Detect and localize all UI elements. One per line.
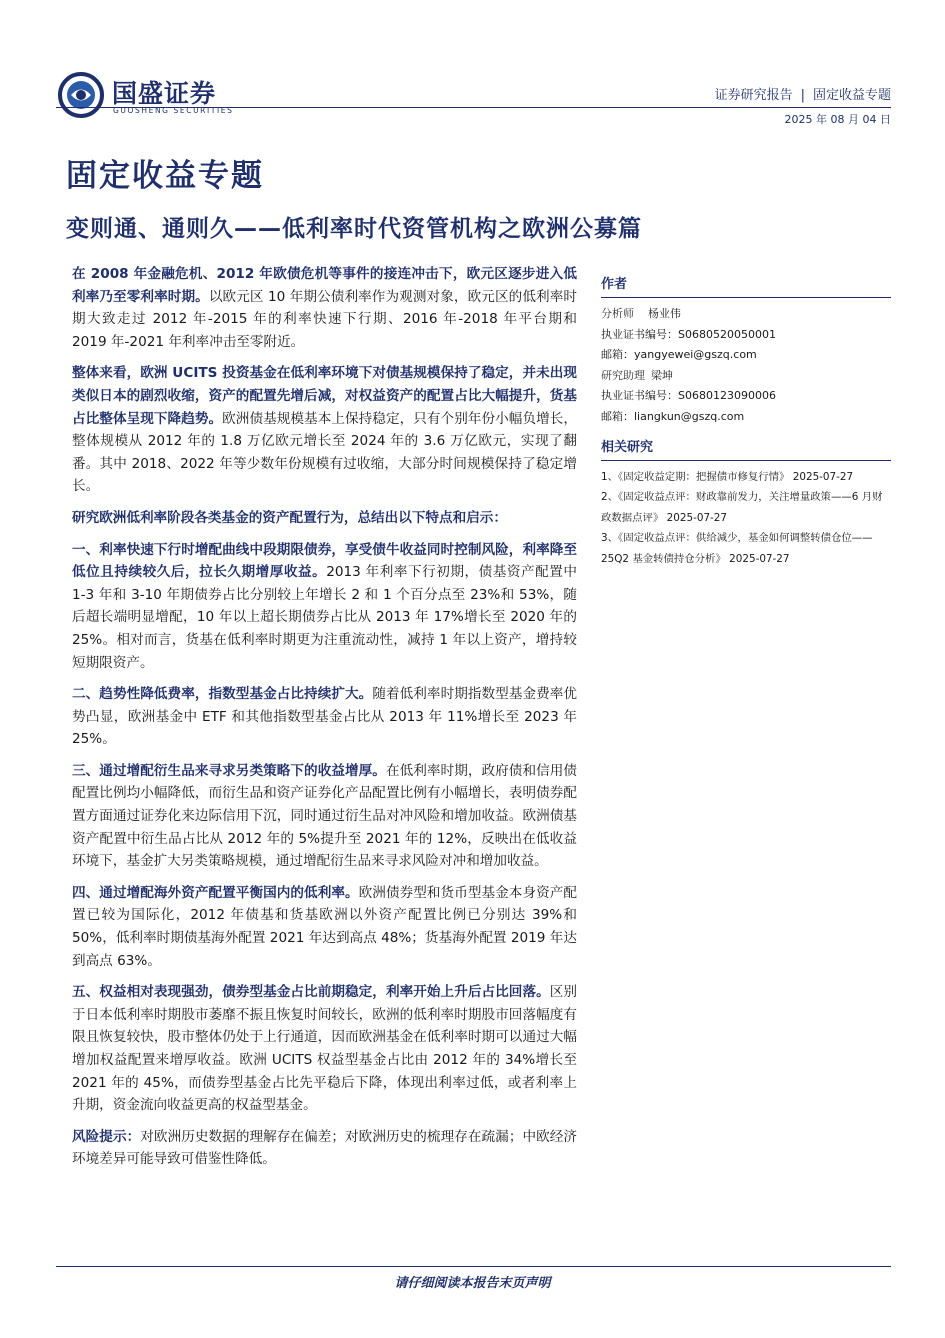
paragraph-2-lead: 整体来看，欧洲 UCITS 投资基金在低利率环境下对债基规模保持了稳定，并未出现类似日本的剧烈收缩，资产的配置先增后减，对权益资产的配置占比大幅提升，货基占比整体呈现下降趋势。	[72, 365, 577, 427]
paragraph-5	[72, 683, 577, 751]
summary-body	[72, 263, 577, 1180]
paragraph-4-lead: 一、利率快速下行时增配曲线中段期限债券，享受债牛收益同时控制风险，利率降至低位且持续较久后，拉长久期增厚收益。	[72, 541, 577, 581]
analyst-role: 分析师	[601, 307, 634, 320]
paragraph-4	[72, 539, 577, 675]
paragraph-7	[72, 882, 577, 972]
paragraph-3-lead: 研究欧洲低利率阶段各类基金的资产配置行为，总结出以下特点和启示：	[72, 509, 507, 526]
analyst-email[interactable]: yangyewei@gszq.com	[634, 348, 757, 362]
paragraph-2-text: 欧洲债基规模基本上保持稳定，只有个别年份小幅负增长，整体规模从 2012 年的 1.8 万亿欧元增长至 2024 年的 3.6 万亿欧元，实现了翻番。其中 2018、2022 年等少数年份规模有过收缩，大部分时间规模保持了稳定增长。	[72, 410, 578, 495]
logo-text-en: GUOSHENG SECURITIES	[113, 106, 234, 115]
paragraph-6	[72, 760, 577, 873]
assistant-email-label: 邮箱：	[601, 409, 634, 423]
paragraph-6-text: 在低利率时期，政府债和信用债配置比例均小幅降低，而衍生品和资产证券化产品配置比例有小幅增长，表明债券配置方面通过证券化来边际信用下沉，同时通过衍生品对冲风险和增加收益。欧洲债基资产配置中衍生品占比从 2012 年的 5%提升至 2021 年的 12%，反映出在低收益环境下，基金扩大另类策略规模，通过增配衍生品来寻求风险对冲和增加收益。	[72, 762, 577, 870]
analyst-cert-label: 执业证书编号：	[601, 327, 678, 341]
related-item[interactable]: 3、《固定收益点评：供给减少，基金如何调整转债仓位——25Q2 基金转债持仓分析》 2025-07-27	[601, 532, 873, 565]
related-item[interactable]: 1、《固定收益定期：把握债市修复行情》 2025-07-27	[601, 470, 854, 483]
sidebar	[601, 271, 891, 570]
paragraph-8	[72, 981, 577, 1117]
document-type-heading: 固定收益专题	[66, 158, 264, 194]
report-date: 2025 年 08 月 04 日	[784, 113, 891, 126]
paragraph-2	[72, 362, 577, 498]
paragraph-1	[72, 263, 577, 353]
analyst-line	[601, 304, 891, 325]
paragraph-4-text: 2013 年利率下行初期，债基资产配置中 1-3 年和 3-10 年期债券占比分别较上年增长 2 和 1 个百分点至 23%和 53%，随后超长端明显增配，10 年以上超长期债券占比从 2013 年 17%增长至 2020 年的 25%。相对而言，货基在低利率时期更为注重流动性，减持 1 年以上资产，增持较短期限资产。	[72, 564, 578, 671]
risk-warning	[72, 1126, 577, 1171]
paragraph-1-lead: 在 2008 年金融危机、2012 年欧债危机等事件的接连冲击下，欧元区逐步进入低利率乃至零利率时期。	[72, 266, 577, 305]
report-category	[715, 84, 891, 103]
paragraph-6-lead: 三、通过增配衍生品来寻求另类策略下的收益增厚。	[72, 762, 386, 779]
paragraph-7-text: 欧洲债券型和货币型基金本身资产配置已较为国际化，2012 年债基和货基欧洲以外资产配置比例已分别达 39%和 50%，低利率时期债基海外配置 2021 年达到高点 48%；货基海外配置 2019 年达到高点 63%。	[72, 884, 578, 969]
paragraph-5-lead: 二、趋势性降低费率，指数型基金占比持续扩大。	[72, 686, 373, 703]
paragraph-1-text: 以欧元区 10 年期公债利率作为观测对象，欧元区的低利率时期大致走过 2012 年-2015 年的利率快速下行期、2016 年-2018 年平台期和 2019 年-2021 年利率冲击至零附近。	[72, 288, 577, 350]
series-label: 固定收益专题	[812, 88, 891, 103]
related-research-heading: 相关研究	[601, 434, 891, 461]
paragraph-8-text: 区别于日本低利率时期股市萎靡不振且恢复时间较长，欧洲的低利率时期股市回落幅度有限且恢复较快，股市整体仍处于上行通道，因而欧洲基金在低利率时期可以通过大幅增加权益配置来增厚收益。欧洲 UCITS 权益型基金占比由 2012 年的 34%增长至 2021 年的 45%，而债券型基金占比先平稳后下降，体现出利率过低，或者利率上升期，资金流向收益更高的权益型基金。	[72, 984, 578, 1114]
page-title: 变则通、通则久——低利率时代资管机构之欧洲公募篇	[66, 216, 642, 242]
assistant-email[interactable]: liangkun@gszq.com	[634, 409, 745, 423]
assistant-cert-line	[601, 386, 891, 407]
paragraph-5-text: 随着低利率时期指数型基金费率优势凸显，欧洲基金中 ETF 和其他指数型基金占比从 2013 年 11%增长至 2023 年 25%。	[72, 686, 578, 748]
risk-warning-text: 对欧洲历史数据的理解存在偏差；对欧洲历史的梳理存在疏漏；中欧经济环境差异可能导致可借鉴性降低。	[72, 1128, 578, 1168]
assistant-email-line	[601, 407, 891, 428]
header-divider	[56, 107, 891, 108]
paragraph-3	[72, 507, 577, 530]
analyst-email-line	[601, 345, 891, 366]
analyst-cert-line	[601, 325, 891, 346]
category-label: 证券研究报告	[714, 88, 793, 103]
footer-disclaimer: 请仔细阅读本报告末页声明	[394, 1276, 551, 1291]
paragraph-7-lead: 四、通过增配海外资产配置平衡国内的低利率。	[72, 884, 359, 901]
related-item[interactable]: 2、《固定收益点评：财政靠前发力，关注增量政策——6 月财政数据点评》 2025-07-27	[601, 491, 883, 524]
paragraph-8-lead: 五、权益相对表现强劲，债券型基金占比前期稳定，利率开始上升后占比回落。	[72, 984, 550, 1001]
risk-warning-label: 风险提示：	[72, 1128, 141, 1145]
assistant-name: 梁坤	[651, 368, 673, 382]
assistant-role: 研究助理	[601, 368, 645, 382]
analyst-name: 杨业伟	[648, 307, 681, 320]
footer-divider	[56, 1266, 891, 1267]
assistant-line	[601, 366, 891, 387]
assistant-cert: S0680123090006	[678, 389, 776, 403]
category-separator: |	[800, 88, 805, 103]
company-logo	[58, 72, 248, 122]
analyst-cert: S0680520050001	[678, 327, 776, 341]
logo-text-cn: 国盛证券	[112, 79, 217, 108]
analyst-email-label: 邮箱：	[601, 348, 634, 362]
authors-heading: 作者	[601, 271, 891, 298]
assistant-cert-label: 执业证书编号：	[601, 389, 678, 403]
guosheng-logo-icon	[58, 72, 104, 118]
